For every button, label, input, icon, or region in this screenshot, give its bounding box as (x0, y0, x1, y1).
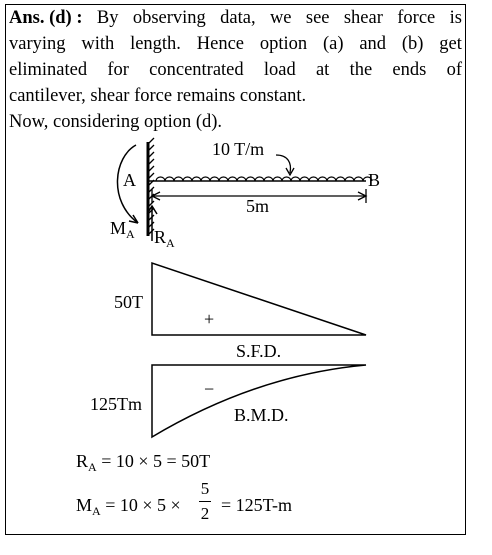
word: see (305, 8, 330, 28)
answer-label: Ans. (d) : (9, 8, 83, 28)
bmd-caption: B.M.D. (234, 405, 289, 425)
fraction-five-halves (199, 479, 211, 524)
word: (a) (322, 34, 344, 54)
word: eliminated (9, 60, 88, 80)
bmd-value: 125Tm (90, 394, 142, 414)
ma-symbol: M (76, 495, 93, 515)
bmd-sign: − (204, 379, 215, 399)
moment-symbol: M (110, 218, 127, 238)
load-leader-arrow (276, 155, 290, 173)
word: load (263, 60, 296, 80)
sfd-caption: S.F.D. (236, 341, 282, 361)
ra-rhs: = 10 × 5 = 50T (101, 451, 211, 471)
ma-middle: = 10 × 5 × (105, 495, 181, 515)
word: get (439, 34, 462, 54)
paragraph-line-5: Now, considering option (d). (9, 112, 223, 132)
moment-subscript: A (126, 227, 135, 241)
fraction-numerator: 5 (200, 479, 210, 498)
word: force (397, 8, 436, 28)
word: varying (9, 34, 66, 54)
paragraph-line-4: cantilever, shear force remains constant. (9, 86, 307, 106)
support-label-a: A (123, 170, 136, 190)
word: observing (132, 8, 206, 28)
answer-box (5, 4, 466, 535)
word: the (349, 60, 373, 80)
fraction-denominator: 2 (200, 504, 210, 523)
word: we (269, 8, 292, 28)
word: length. (130, 34, 181, 54)
word: By (96, 8, 119, 28)
word: at (315, 60, 330, 80)
word: and (359, 34, 387, 54)
word: (b) (401, 34, 424, 54)
ra-subscript: A (88, 460, 97, 474)
word: shear (343, 8, 383, 28)
word: with (81, 34, 115, 54)
sfd-value: 50T (114, 292, 143, 312)
end-label-b: B (368, 170, 381, 190)
ma-subscript: A (92, 504, 101, 518)
word: option (259, 34, 308, 54)
fixed-support-wall (148, 138, 154, 236)
word: ends (392, 60, 427, 80)
reaction-subscript: A (166, 236, 175, 250)
word: data, (220, 8, 256, 28)
sfd-shape (152, 263, 366, 335)
equation-ra (76, 451, 210, 477)
load-label: 10 T/m (212, 139, 265, 159)
bmd-shape (152, 365, 366, 437)
word: Hence (196, 34, 245, 54)
fraction-bar (199, 501, 211, 502)
sfd-sign: + (204, 309, 215, 329)
beam-diagram-figure (6, 5, 464, 533)
reaction-symbol: R (154, 227, 167, 247)
moment-label (110, 218, 135, 244)
equation-ma (76, 495, 181, 521)
word: for (107, 60, 129, 80)
word: of (446, 60, 462, 80)
span-label: 5m (246, 196, 270, 216)
ma-rhs: = 125T-m (221, 495, 292, 515)
reaction-label (154, 227, 175, 253)
word: concentrated (149, 60, 244, 80)
ra-symbol: R (76, 451, 89, 471)
word: is (449, 8, 462, 28)
